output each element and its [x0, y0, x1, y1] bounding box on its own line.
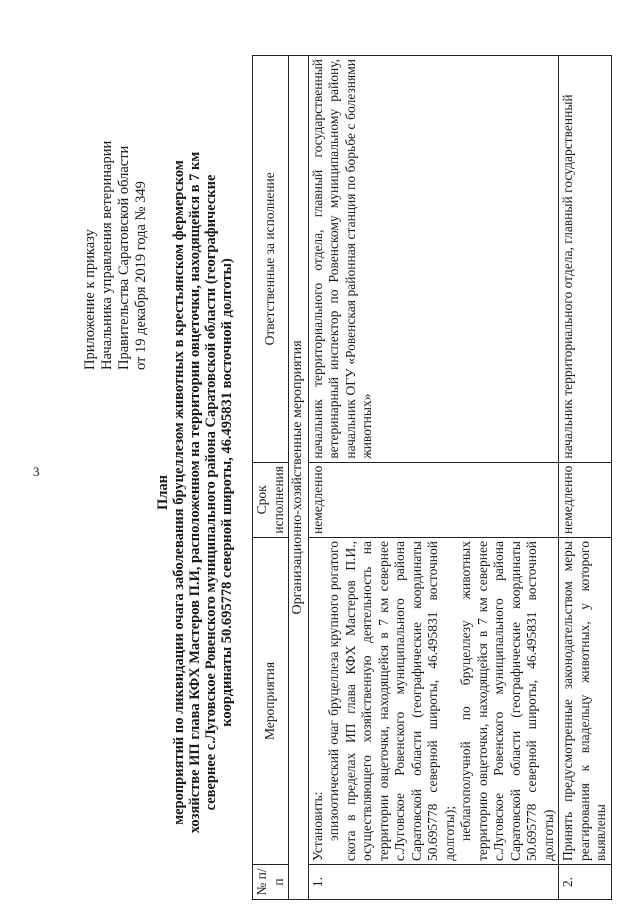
row-num: 1. — [308, 865, 559, 900]
table-row — [559, 56, 612, 900]
header-num: № п/п — [253, 865, 289, 900]
row-measures: Принять предусмотренные законодательством меры реагирования к владельцу животных, у которого выявлены — [559, 538, 612, 865]
table-header-row — [253, 56, 289, 900]
header-responsible: Ответственные за исполнение — [253, 56, 289, 463]
measures-paragraph: неблагополучной по бруцеллезу животных территорию овцеточки, находящейся в 7 км севернее с.Луговское Ровенского муниципального района Саратовской области (географические координаты 50.695778 северной широты, 46.495831 восточной долготы) — [458, 541, 556, 861]
row-responsible: начальник территориального отдела, главный государственный ветеринарный инспектор по Ровенскому муниципальному району, начальник ОГУ «Ровенская районная станция по борьбе с болезнями животных» — [308, 56, 559, 463]
appendix-line: от 19 декабря 2019 года № 349 — [133, 181, 149, 370]
title-heading: План — [155, 474, 171, 511]
row-measures — [308, 538, 559, 865]
row-num: 2. — [559, 865, 612, 900]
document-title — [155, 140, 235, 845]
table-row — [308, 56, 559, 900]
header-deadline: Срок исполнения — [253, 462, 289, 537]
measures-intro: Установить: — [309, 791, 325, 861]
row-responsible: начальник территориального отдела, главный государственный — [559, 56, 612, 463]
appendix-line: Начальника управления ветеринарии — [99, 140, 115, 370]
appendix-line: Правительства Саратовской области — [116, 145, 132, 370]
plan-table — [252, 55, 612, 900]
section-row — [289, 56, 309, 900]
header-measures: Мероприятия — [253, 538, 289, 865]
page-number: 3 — [33, 464, 40, 479]
appendix-line: Приложение к приказу — [82, 229, 98, 370]
title-text: мероприятий по ликвидации очага заболевания бруцеллезом животных в крестьянском фермерском хозяйстве ИП глава КФХ Мастеров П.И, расположенном на территории овцеточки, находящейся в 7 км севернее с.Луговское Ровенского муниципального района Саратовской области (географические координаты 50.695778 северной широты, 46.495831 восточной долготы) — [171, 151, 235, 834]
measures-paragraph: эпизоотический очаг бруцеллеза крупного рогатого скота в пределах ИП глава КФХ Мастеров П.И., осуществляющего хозяйственную деятельность на территории овцеточки, находящейся в 7 км севернее с.Луговское Ровенского муниципального района Саратовской области (географические координаты 50.695778 северной широты, 46.495831 восточной долготы); — [326, 541, 457, 861]
appendix-block — [82, 70, 150, 370]
row-deadline: немедленно — [308, 462, 559, 537]
section-title: Организационно-хозяйственные мероприятия — [289, 56, 309, 900]
row-deadline: немедленно — [559, 462, 612, 537]
